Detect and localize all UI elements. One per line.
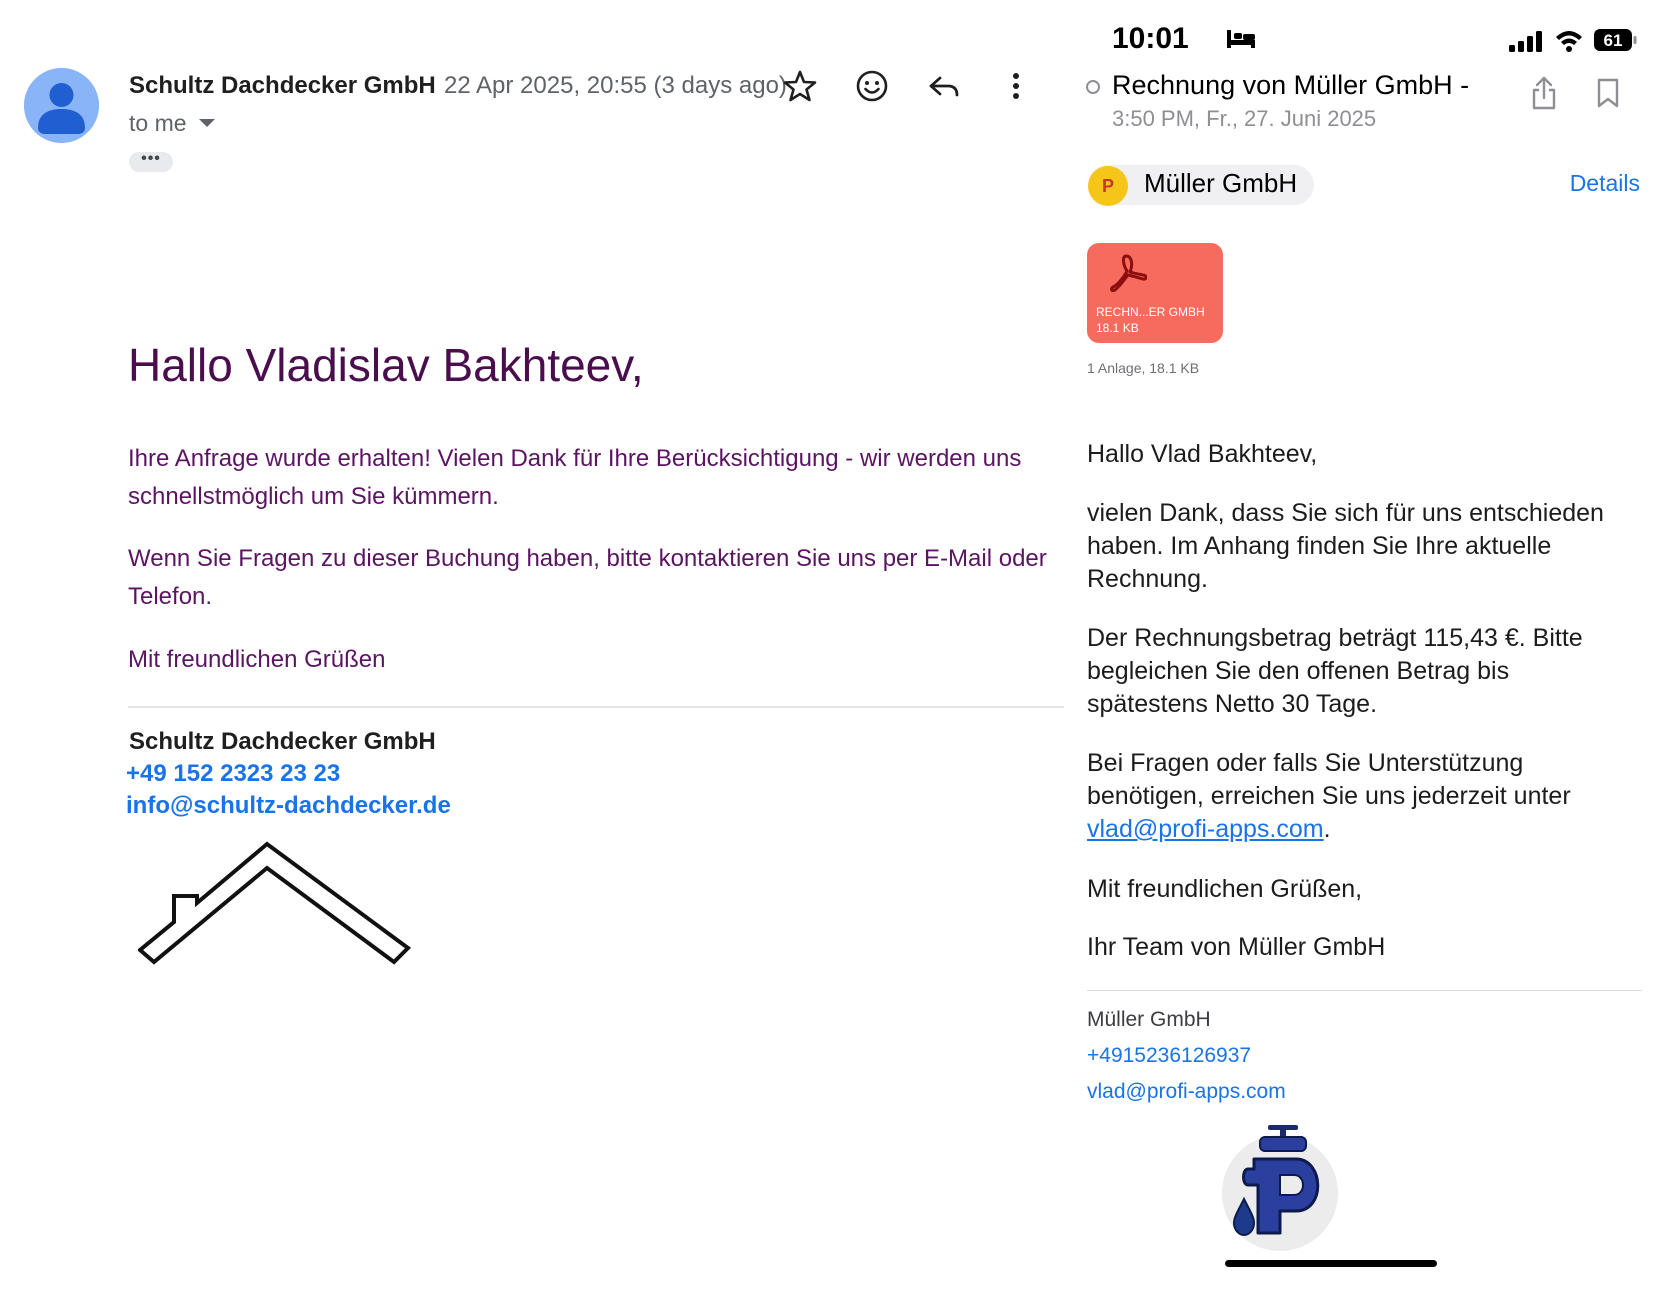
attachment-summary: 1 Anlage, 18.1 KB (1087, 360, 1200, 376)
chevron-down-icon (199, 119, 215, 127)
attachment-size: 18.1 KB (1096, 321, 1139, 335)
email-subject: Rechnung von Müller GmbH - (1112, 70, 1470, 100)
signature-company: Müller GmbH (1087, 1008, 1211, 1031)
recipient-dropdown[interactable] (129, 110, 215, 137)
signal-icon (1508, 30, 1542, 52)
sender-avatar-icon[interactable] (24, 68, 99, 143)
home-indicator[interactable] (1225, 1260, 1437, 1267)
emoji-icon[interactable] (854, 68, 890, 104)
faucet-logo (1214, 1123, 1344, 1251)
email-date: 22 Apr 2025, 20:55 (3 days ago) (444, 72, 787, 99)
help-text: Bei Fragen oder falls Sie Unterstützung benötigen, erreichen Sie uns jederzeit unter (1087, 749, 1571, 810)
signature-company: Schultz Dachdecker GmbH (129, 728, 436, 755)
help-paragraph (1087, 747, 1632, 846)
unread-indicator[interactable] (1086, 80, 1100, 94)
body-paragraph: Ihre Anfrage wurde erhalten! Vielen Dank für Ihre Berücksichtigung - wir werden uns schnellstmöglich um Sie kümmern. (128, 445, 1022, 510)
team-text: Ihr Team von Müller GmbH (1087, 933, 1386, 961)
star-icon[interactable] (782, 68, 818, 104)
bed-icon (1226, 28, 1256, 50)
wifi-icon (1554, 28, 1584, 52)
battery-level: 61 (1603, 31, 1623, 50)
more-vert-icon[interactable] (998, 68, 1034, 104)
sender-name: Schultz Dachdecker GmbH (129, 72, 436, 99)
help-end: . (1323, 815, 1331, 843)
body-paragraph: Wenn Sie Fragen zu dieser Buchung haben, bitte kontaktieren Sie uns per E-Mail oder Telefon. (128, 545, 1047, 610)
recipient-label: to me (129, 110, 187, 136)
body-paragraph: vielen Dank, dass Sie sich für uns entschieden haben. Im Anhang finden Sie Ihre aktuelle Rechnung. (1087, 499, 1604, 593)
closing-text: Mit freundlichen Grüßen, (1087, 875, 1363, 903)
email-date: 3:50 PM, Fr., 27. Juni 2025 (1112, 106, 1377, 131)
show-trimmed-content-button[interactable]: ••• (129, 152, 173, 172)
roof-logo (138, 840, 418, 965)
share-icon[interactable] (1530, 76, 1558, 110)
help-email-link[interactable]: vlad@profi-apps.com (1087, 815, 1324, 843)
battery-icon (1594, 28, 1638, 52)
signature-phone-link[interactable]: +49 152 2323 23 23 (126, 760, 341, 787)
attachment-name: RECHN...ER GMBH (1096, 305, 1205, 319)
status-time: 10:01 (1112, 22, 1189, 55)
sender-name: Müller GmbH (1144, 168, 1298, 198)
email-greeting: Hallo Vlad Bakhteev, (1087, 440, 1318, 468)
pdf-attachment-tile[interactable] (1087, 243, 1223, 343)
signature-phone-link[interactable]: +4915236126937 (1087, 1044, 1252, 1067)
signature-divider (128, 706, 1064, 708)
ios-mail-view (1080, 0, 1674, 1316)
sender-avatar: P (1088, 166, 1128, 206)
bookmark-icon[interactable] (1596, 78, 1620, 108)
signature-email-link[interactable]: vlad@profi-apps.com (1087, 1080, 1286, 1103)
email-greeting: Hallo Vladislav Bakhteev, (128, 339, 644, 391)
signature-email-link[interactable]: info@schultz-dachdecker.de (126, 792, 451, 819)
reply-icon[interactable] (926, 68, 962, 104)
pdf-icon (1109, 253, 1147, 293)
signature-divider (1087, 990, 1642, 991)
body-paragraph: Der Rechnungsbetrag beträgt 115,43 €. Bitte begleichen Sie den offenen Betrag bis spätestens Netto 30 Tage. (1087, 624, 1583, 718)
closing-text: Mit freundlichen Grüßen (128, 646, 386, 673)
details-button[interactable]: Details (1569, 170, 1640, 196)
